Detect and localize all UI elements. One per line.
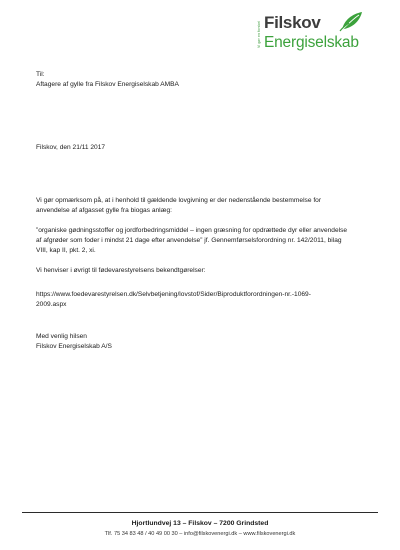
to-label: Til:: [36, 71, 45, 78]
reference-url-line[interactable]: 2009.aspx: [36, 301, 67, 308]
place-date: Filskov, den 21/11 2017: [36, 144, 106, 151]
logo-tagline: Vi gør en forskel: [257, 20, 261, 48]
quote-line: ”organiske gødningsstoffer og jordforbedringsmiddel – ingen græsning for opdrættede dyr eller anvendelse: [36, 227, 348, 234]
signature: Filskov Energiselskab A/S: [36, 343, 112, 350]
quote-line: af afgrøder som foder i mindst 21 dage efter anvendelse” jf. Gennemførselsforordning nr. 142/2011, bilag: [36, 237, 342, 244]
footer-contact: Tlf. 75 34 83 48 / 40 49 00 30 – info@filskovenergi.dk – www.filskovenergi.dk: [104, 531, 296, 537]
reference-url-line[interactable]: https://www.foedevarestyrelsen.dk/Selvbetjening/lovstof/Sider/Biproduktforordningen-nr.-1069-: [36, 291, 311, 298]
leaf-icon: [338, 10, 364, 32]
logo-subtitle: Energiselskab: [264, 34, 359, 51]
company-logo: [256, 10, 359, 56]
quote-line: VIII, kap II, pkt. 2, xi.: [36, 247, 96, 254]
footer-address: Hjortlundvej 13 – Filskov – 7200 Grindsted: [131, 520, 269, 527]
recipient: Aftagere af gylle fra Filskov Energiselskab AMBA: [36, 81, 179, 88]
reference-intro: Vi henviser i øvrigt til fødevarestyrelsens bekendtgørelser:: [36, 267, 206, 274]
footer-divider: [22, 512, 378, 513]
closing: Med venlig hilsen: [36, 333, 87, 340]
paragraph-line: anvendelse af afgasset gylle fra biogas anlæg:: [36, 207, 172, 214]
logo-name: Filskov: [264, 13, 321, 32]
paragraph-line: Vi gør opmærksom på, at i henhold til gældende lovgivning er der nedenstående bestemmelse for: [36, 197, 322, 204]
